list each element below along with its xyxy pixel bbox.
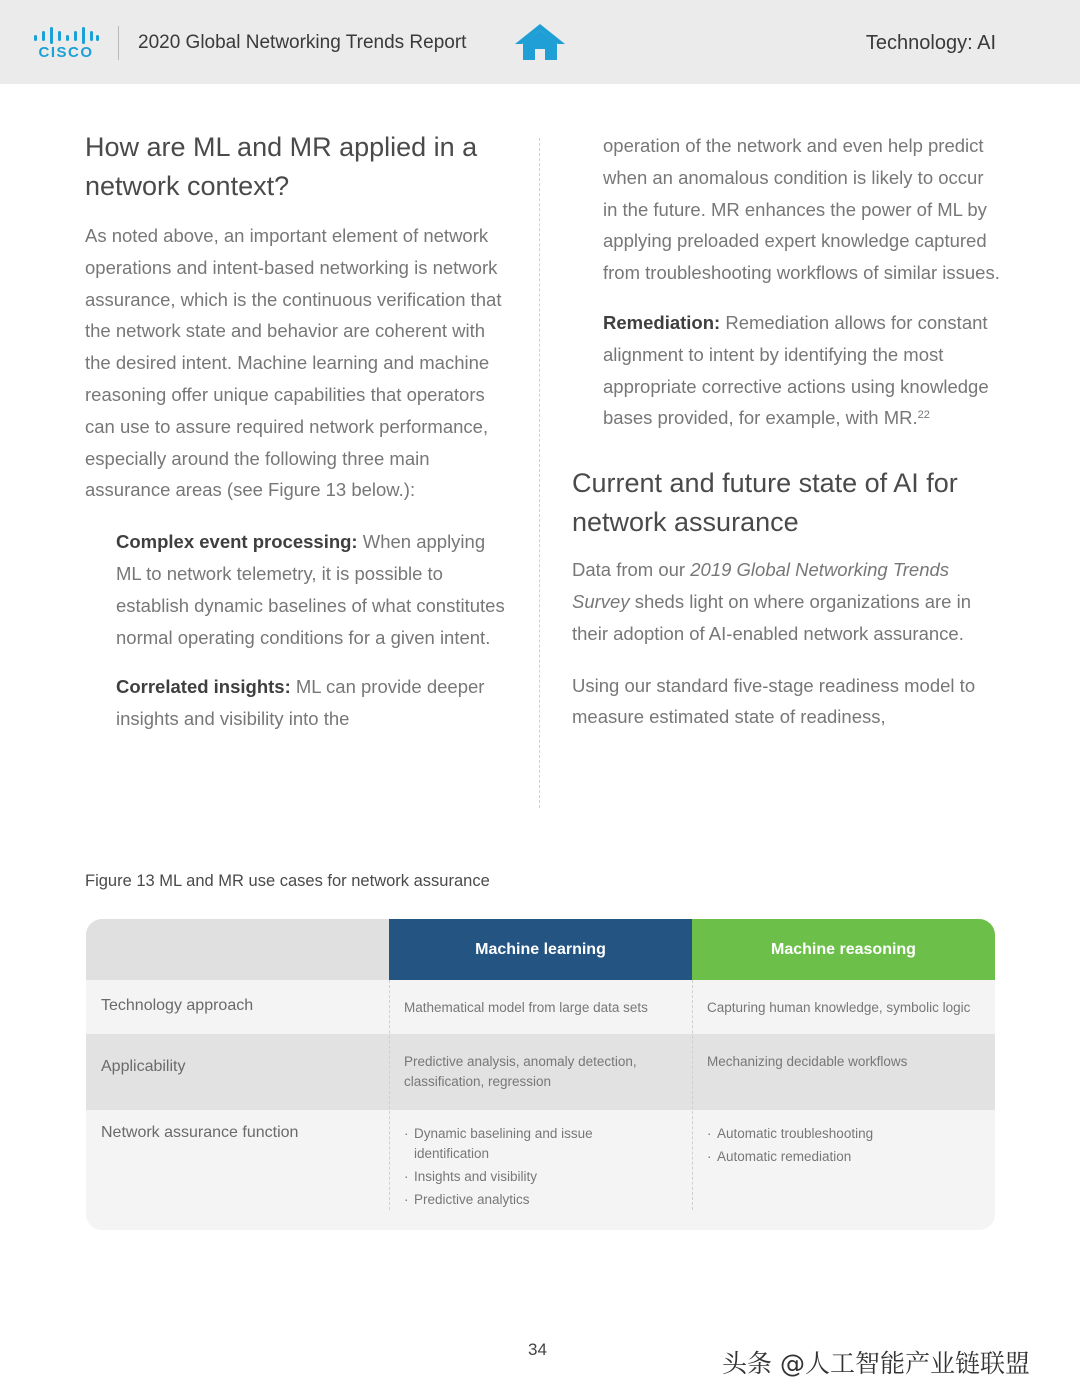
table-row [86,1034,995,1110]
survey-post: sheds light on where organizations are in their adoption of AI-enabled network assurance. [572,590,972,644]
item-title: Complex event processing: [116,531,358,553]
list-item: · Predictive analytics [404,1190,619,1210]
left-column [85,128,515,735]
survey-paragraph [572,554,1002,649]
section-heading: How are ML and MR applied in a network context? [85,132,478,201]
table-header-blank [86,919,389,980]
report-title: 2020 Global Networking Trends Report [138,32,467,53]
header-machine-reasoning: Machine reasoning [692,919,995,980]
item-text: ML can provide deeper insights and visibility into the [116,676,485,730]
survey-pre: Data from our [572,559,691,581]
item-title: Correlated insights: [116,676,291,698]
page-header [0,0,1080,84]
ml-function-list [404,1124,619,1213]
row-label: Network assurance function [101,1124,299,1141]
watermark: 头条 @人工智能产业链联盟 [722,1349,1030,1378]
readiness-paragraph: Using our standard five-stage readiness model to measure estimated state of readiness, [572,674,976,728]
column-divider [539,138,540,808]
figure-caption: Figure 13 ML and MR use cases for network assurance [85,872,490,890]
page-number: 34 [528,1340,547,1359]
table-row [86,1110,995,1230]
item-complex-event-processing [116,526,515,653]
item-remediation [603,307,1002,434]
section-label: Technology: AI [865,32,996,54]
ml-cell: Predictive analysis, anomaly detection, classification, regression [404,1054,637,1089]
comparison-table [86,919,995,1230]
column-separator [692,980,693,1210]
home-icon[interactable] [513,22,567,62]
row-label: Technology approach [101,997,254,1014]
mr-function-list [707,1124,977,1170]
column-separator [389,980,390,1210]
mr-cell: Mechanizing decidable workflows [707,1054,908,1069]
cisco-logo[interactable] [30,22,102,64]
section-heading-2: Current and future state of AI for network assurance [572,468,958,538]
mr-cell: Capturing human knowledge, symbolic logic [707,1000,971,1015]
item-text: Remediation allows for constant alignment to intent by identifying the most appropriate corrective actions using knowledge bases provided, for example, with MR. [603,311,989,429]
list-item: · Dynamic baselining and issue identification [404,1124,619,1164]
header-machine-learning: Machine learning [389,919,692,980]
item-title: Remediation: [603,311,721,333]
intro-paragraph: As noted above, an important element of network operations and intent-based networking is network assurance, which is the continuous verification that the network state and behavior are coherent with the desired intent. Machine learning and machine reasoning offer unique capabilities that operators can use to assure required network performance, especially around the following three main assurance areas (see Figure 13 below.): [85,225,502,501]
cisco-logo-text: CISCO [38,44,94,61]
cisco-bars-icon [33,26,99,44]
table-row [86,980,995,1034]
continued-paragraph: operation of the network and even help predict when an anomalous condition is likely to occur in the future. MR enhances the power of ML by applying preloaded expert knowledge captured from troubleshooting workflows of similar issues. [603,135,1000,284]
ml-cell: Mathematical model from large data sets [404,1000,648,1015]
right-column [572,130,1002,733]
item-correlated-insights [116,671,515,735]
list-item: · Automatic troubleshooting [707,1124,977,1144]
list-item: · Insights and visibility [404,1167,619,1187]
item-text: When applying ML to network telemetry, it is possible to establish dynamic baselines of what constitutes normal operating conditions for a given intent. [116,531,505,648]
header-divider [118,26,119,60]
footnote-ref[interactable]: 22 [917,409,930,422]
row-label: Applicability [101,1058,186,1075]
list-item: · Automatic remediation [707,1147,977,1167]
survey-title: 2019 Global Networking Trends Survey [572,559,950,612]
